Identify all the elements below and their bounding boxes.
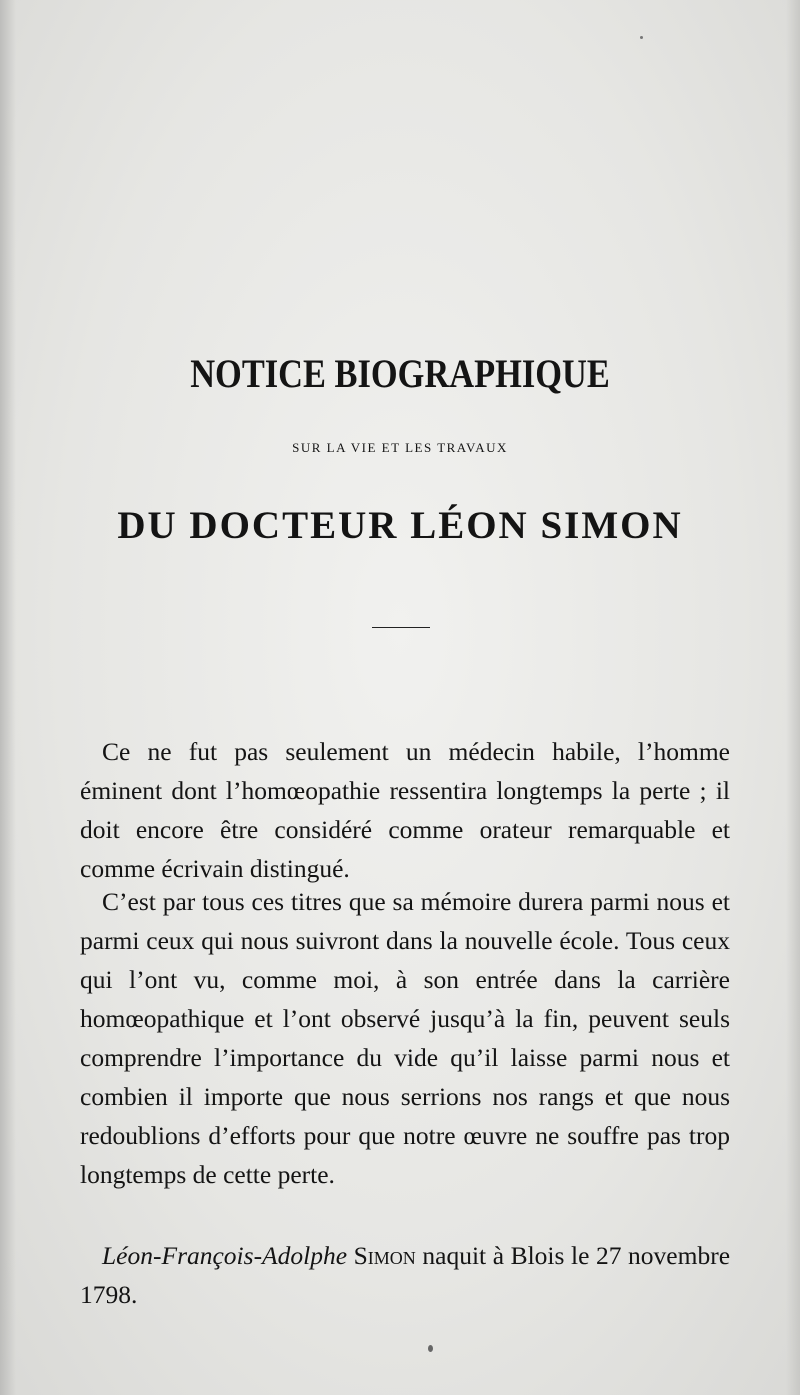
title-divider	[372, 627, 430, 628]
birth-surname: Simon	[353, 1241, 416, 1270]
notice-subtitle: SUR LA VIE ET LES TRAVAUX	[292, 440, 508, 455]
ink-speck-bottom	[428, 1345, 433, 1352]
paragraph-1: Ce ne fut pas seulement un médecin habile, l’homme éminent dont l’homœopathie ressentira longtemps la perte ; il doit encore être considéré comme orateur remarquable et comme écrivain distingué.	[80, 737, 730, 883]
notice-title: NOTICE BIOGRAPHIQUE	[190, 351, 610, 396]
paragraph-2: C’est par tous ces titres que sa mémoire durera parmi nous et parmi ceux qui nous suivront dans la nouvelle école. Tous ceux qui l’ont vu, comme moi, à son entrée dans la carrière homœopathique et l’ont observé jusqu’à la fin, peuvent seuls comprendre l’importance du vide qu’il laisse parmi nous et combien il importe que nous serrions nos rangs et que nous redoublions d’efforts pour que notre œuvre ne souffre pas trop longtemps de cette perte.	[80, 887, 730, 1189]
paragraph-3	[80, 1236, 730, 1314]
page-shadow-right	[786, 0, 800, 1395]
page-shadow-left	[0, 0, 16, 1395]
birth-sentence: naquit à Blois le 27 novembre 1798.	[80, 1241, 731, 1309]
birth-given-names: Léon-François-Adolphe	[102, 1241, 348, 1270]
doctor-name-heading: DU DOCTEUR LÉON SIMON	[117, 504, 683, 547]
ink-speck	[640, 36, 643, 39]
